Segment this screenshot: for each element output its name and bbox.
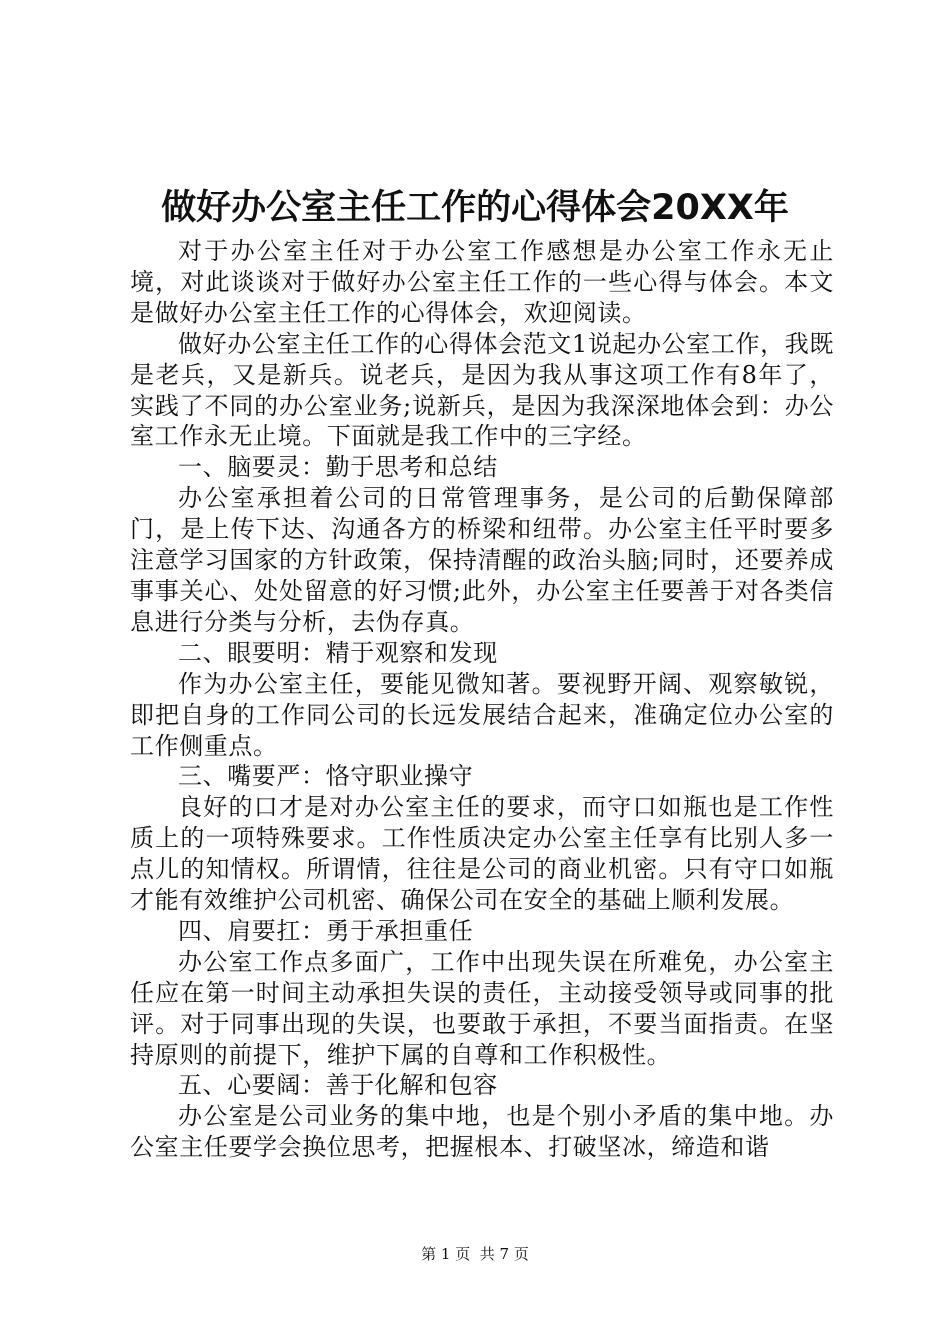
paragraph-sample-intro: 做好办公室主任工作的心得体会范文1说起办公室工作，我既是老兵，又是新兵。说老兵，是因为我从事这项工作有8年了，实践了不同的办公室业务;说新兵，是因为我深深地体会到：办公室工作永无止境。下面就是我工作中的三字经。 bbox=[130, 329, 834, 451]
section-heading-3: 三、嘴要严：恪守职业操守 bbox=[178, 762, 474, 791]
section-heading-2: 二、眼要明：精于观察和发现 bbox=[178, 638, 498, 667]
page-footer: 第 1 页 共 7 页 bbox=[421, 1245, 529, 1263]
paragraph-intro: 对于办公室主任对于办公室工作感想是办公室工作永无止境，对此谈谈对于做好办公室主任工作的一些心得与体会。本文是做好办公室主任工作的心得体会，欢迎阅读。 bbox=[130, 237, 834, 327]
paragraph-section-1: 办公室承担着公司的日常管理事务，是公司的后勤保障部门，是上传下达、沟通各方的桥梁和纽带。办公室主任平时要多注意学习国家的方针政策，保持清醒的政治头脑;同时，还要养成事事关心、处处留意的好习惯;此外，办公室主任要善于对各类信息进行分类与分析，去伪存真。 bbox=[130, 484, 834, 636]
paragraph-section-4: 办公室工作点多面广，工作中出现失误在所难免，办公室主任应在第一时间主动承担失误的责任，主动接受领导或同事的批评。对于同事出现的失误，也要敢于承担，不要当面指责。在坚持原则的前提下，维护下属的自尊和工作积极性。 bbox=[130, 947, 834, 1069]
section-heading-5: 五、心要阔：善于化解和包容 bbox=[178, 1071, 498, 1100]
section-heading-1: 一、脑要灵：勤于思考和总结 bbox=[178, 453, 498, 482]
paragraph-section-2: 作为办公室主任，要能见微知著。要视野开阔、观察敏锐，即把自身的工作同公司的长远发展结合起来，准确定位办公室的工作侧重点。 bbox=[130, 669, 834, 760]
paragraph-section-5: 办公室是公司业务的集中地，也是个别小矛盾的集中地。办公室主任要学会换位思考，把握根本、打破坚冰，缔造和谐 bbox=[130, 1102, 834, 1162]
section-heading-4: 四、肩要扛：勇于承担重任 bbox=[178, 916, 474, 945]
paragraph-section-3: 良好的口才是对办公室主任的要求，而守口如瓶也是工作性质上的一项特殊要求。工作性质决定办公室主任享有比别人多一点儿的知情权。所谓情，往往是公司的商业机密。只有守口如瓶才能有效维护公司机密、确保公司在安全的基础上顺利发展。 bbox=[130, 793, 834, 915]
document-title: 做好办公室主任工作的心得体会20XX年 bbox=[161, 188, 789, 228]
document-body bbox=[130, 236, 834, 1163]
